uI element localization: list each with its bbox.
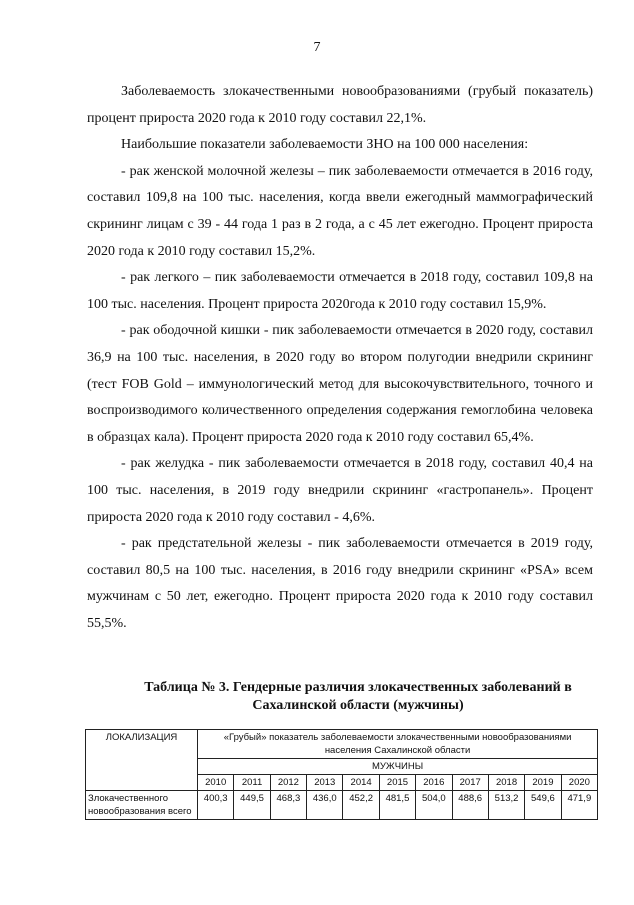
table-header-row (86, 730, 598, 759)
year-cell: 2013 (307, 775, 343, 791)
year-cell: 2011 (234, 775, 270, 791)
value-cell: 549,6 (525, 791, 561, 820)
year-cell: 2019 (525, 775, 561, 791)
group-header: МУЖЧИНЫ (198, 759, 598, 775)
year-cell: 2010 (198, 775, 234, 791)
year-cell: 2015 (379, 775, 415, 791)
value-cell: 471,9 (561, 791, 598, 820)
value-cell: 488,6 (452, 791, 488, 820)
value-cell: 513,2 (488, 791, 524, 820)
value-cell: 400,3 (198, 791, 234, 820)
value-cell: 452,2 (343, 791, 379, 820)
year-cell: 2014 (343, 775, 379, 791)
table-title-line: Таблица № 3. Гендерные различия злокачественных заболеваний в (144, 680, 572, 695)
paragraph: - рак ободочной кишки - пик заболеваемости отмечается в 2020 году, составил 36,9 на 100 тыс. населения, в 2020 году во втором полугодии внедрили скрининг (тест FOB Gold – иммунологический метод для высокочувствительного, точного и воспроизводимого количественного определения содержания гемоглобина человека в образцах кала). Процент прироста 2020 года к 2010 году составил 65,4%. (87, 323, 593, 445)
body-text (87, 79, 593, 637)
paragraph: - рак предстательной железы - пик заболеваемости отмечается в 2019 году, составил 80,5 на 100 тыс. населения, в 2016 году внедрили скрининг «PSA» всем мужчинам с 50 лет, ежегодно. Процент прироста 2020 года к 2010 году составил 55,5%. (87, 536, 593, 631)
value-cell: 449,5 (234, 791, 270, 820)
incidence-table (85, 729, 598, 820)
table-title-line: Сахалинской области (мужчины) (252, 698, 464, 713)
paragraph: Наибольшие показатели заболеваемости ЗНО на 100 000 населения: (121, 137, 529, 153)
table-title (110, 679, 606, 715)
row-label: Злокачественного новообразования всего (86, 791, 198, 820)
paragraph: - рак желудка - пик заболеваемости отмечается в 2018 году, составил 40,4 на 100 тыс. населения, в 2019 году внедрили скрининг «гастропанель». Процент прироста 2020 года к 2010 году составил - 4,6%. (87, 456, 593, 525)
paragraph: Заболеваемость злокачественными новообразованиями (грубый показатель) процент прироста 2020 года к 2010 году составил 22,1%. (87, 84, 593, 126)
paragraph: - рак легкого – пик заболеваемости отмечается в 2018 году, составил 109,8 на 100 тыс. населения. Процент прироста 2020года к 2010 году составил 15,9%. (87, 270, 593, 312)
paragraph: - рак женской молочной железы – пик заболеваемости отмечается в 2016 году, составил 109,8 на 100 тыс. населения, когда ввели ежегодный маммографический скрининг лицам с 39 - 44 года 1 раз в 2 года, а с 45 лет ежегодно. Процент прироста 2020 года к 2010 году составил 15,2%. (87, 163, 593, 259)
indicator-header: «Грубый» показатель заболеваемости злокачественными новообразованиями населения Сахалинской области (198, 730, 598, 759)
year-cell: 2017 (452, 775, 488, 791)
year-cell: 2018 (488, 775, 524, 791)
value-cell: 481,5 (379, 791, 415, 820)
year-cell: 2016 (416, 775, 452, 791)
page-number: 7 (313, 40, 321, 55)
year-cell: 2020 (561, 775, 598, 791)
table-row (86, 791, 598, 820)
year-cell: 2012 (270, 775, 306, 791)
value-cell: 468,3 (270, 791, 306, 820)
value-cell: 436,0 (307, 791, 343, 820)
localization-header: ЛОКАЛИЗАЦИЯ (86, 730, 198, 791)
value-cell: 504,0 (416, 791, 452, 820)
